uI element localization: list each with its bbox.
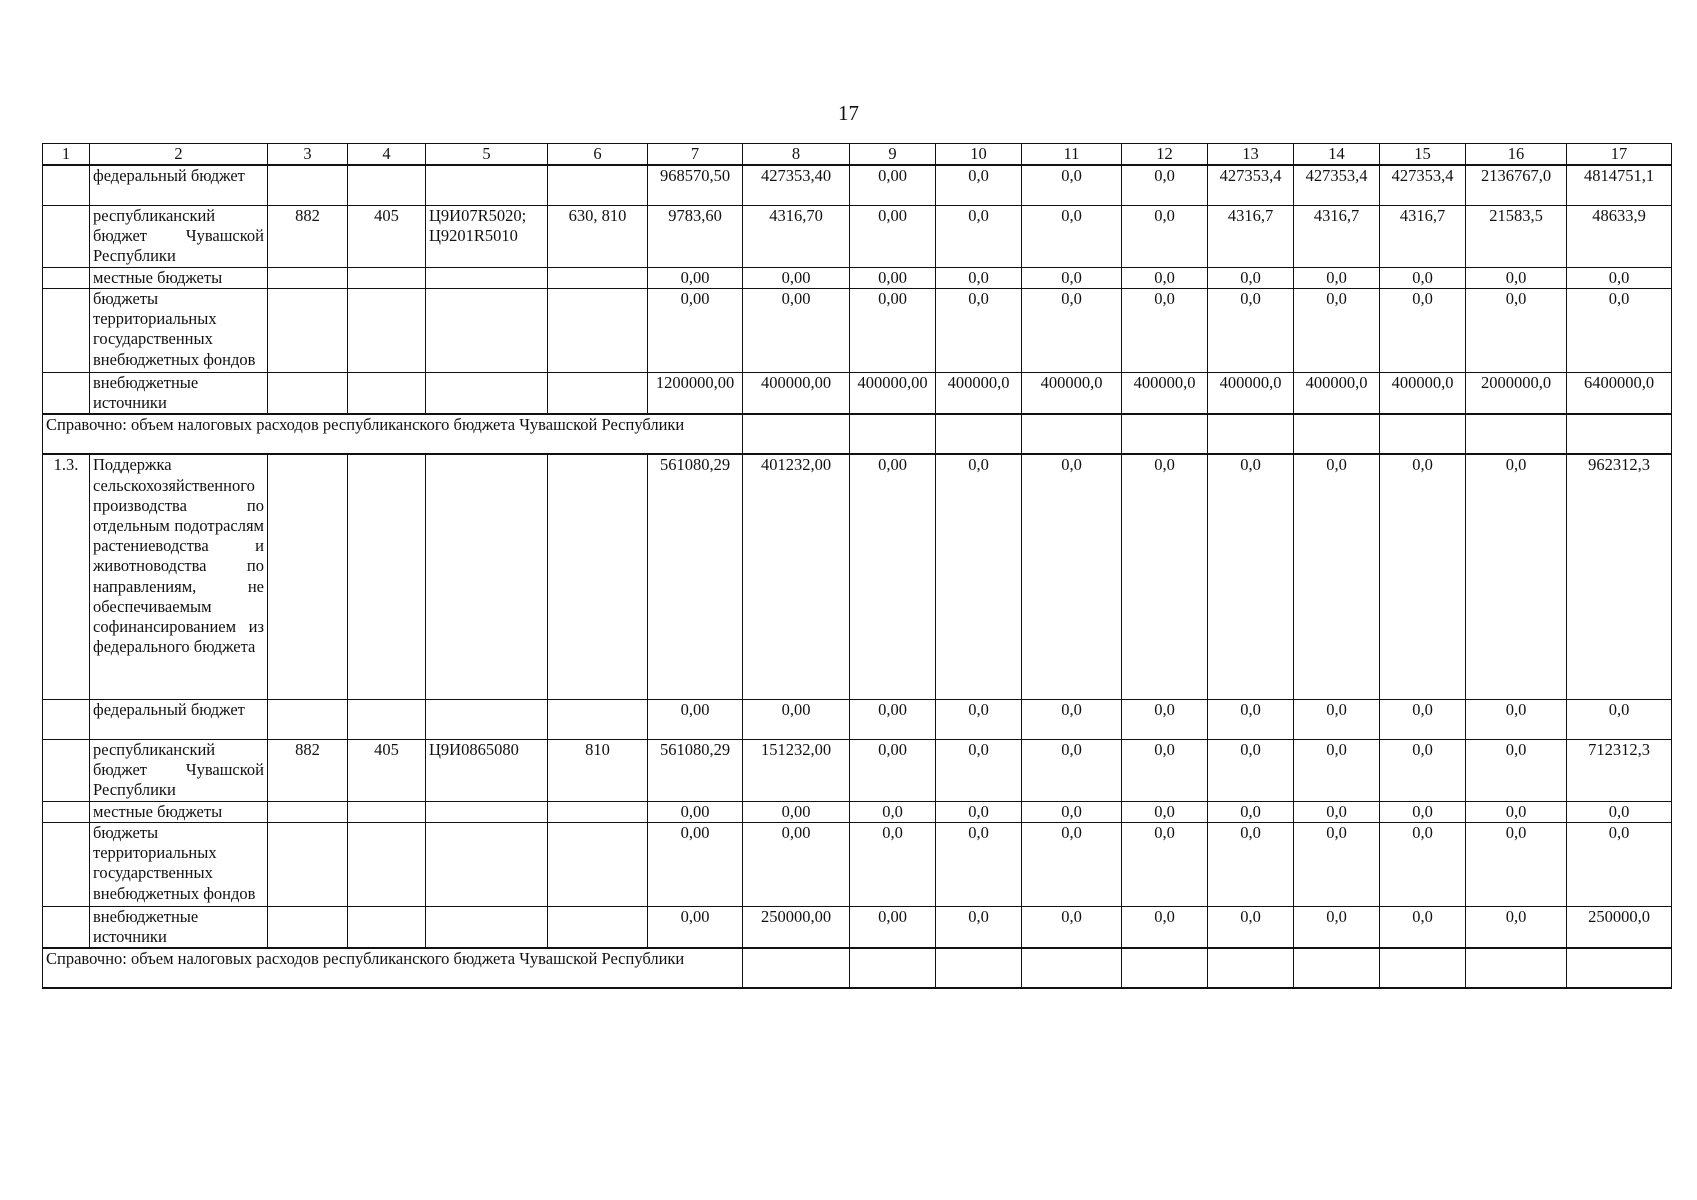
row-number-cell (43, 267, 90, 288)
value-cell: 0,0 (850, 823, 936, 907)
note-row (43, 414, 1672, 454)
empty-cell (1380, 948, 1466, 988)
table-row (43, 907, 1672, 949)
value-cell: 0,0 (1022, 823, 1122, 907)
code-cell (348, 907, 426, 949)
value-cell: 0,0 (1380, 288, 1466, 372)
value-cell: 0,0 (1122, 823, 1208, 907)
row-number-cell (43, 288, 90, 372)
value-cell: 400000,0 (1122, 372, 1208, 414)
value-cell: 0,0 (1380, 699, 1466, 739)
value-cell: 0,0 (1022, 739, 1122, 801)
table-row (43, 165, 1672, 205)
table-row (43, 454, 1672, 699)
code-cell (426, 288, 548, 372)
code-cell (426, 801, 548, 822)
value-cell: 0,0 (936, 205, 1022, 267)
code-cell (426, 907, 548, 949)
value-cell: 0,00 (648, 288, 743, 372)
header-cell: 7 (648, 144, 743, 166)
value-cell: 0,0 (1122, 907, 1208, 949)
code-cell (426, 454, 548, 699)
value-cell: 0,00 (743, 801, 850, 822)
value-cell: 0,0 (1380, 823, 1466, 907)
note-text: Справочно: объем налоговых расходов республиканского бюджета Чувашской Республики (43, 414, 743, 454)
value-cell: 0,0 (1466, 454, 1567, 699)
value-cell: 2000000,0 (1466, 372, 1567, 414)
value-cell: 0,0 (1022, 205, 1122, 267)
value-cell: 0,00 (743, 699, 850, 739)
value-cell: 0,00 (743, 823, 850, 907)
value-cell: 561080,29 (648, 454, 743, 699)
code-cell (548, 801, 648, 822)
header-cell: 15 (1380, 144, 1466, 166)
value-cell: 0,0 (1022, 907, 1122, 949)
table-row (43, 699, 1672, 739)
value-cell: 0,0 (1466, 739, 1567, 801)
value-cell: 21583,5 (1466, 205, 1567, 267)
value-cell: 0,0 (1466, 699, 1567, 739)
table-row (43, 267, 1672, 288)
empty-cell (1567, 414, 1672, 454)
value-cell: 1200000,00 (648, 372, 743, 414)
header-cell: 9 (850, 144, 936, 166)
code-cell (348, 372, 426, 414)
row-label-cell: федеральный бюджет (90, 165, 268, 205)
empty-cell (1122, 948, 1208, 988)
value-cell: 4814751,1 (1567, 165, 1672, 205)
code-cell (426, 267, 548, 288)
value-cell: 0,0 (1122, 699, 1208, 739)
value-cell: 427353,4 (1208, 165, 1294, 205)
table-row (43, 823, 1672, 907)
empty-cell (850, 948, 936, 988)
code-cell (548, 372, 648, 414)
value-cell: 0,00 (648, 267, 743, 288)
header-cell: 17 (1567, 144, 1672, 166)
value-cell: 0,0 (1294, 699, 1380, 739)
value-cell: 0,0 (936, 801, 1022, 822)
value-cell: 400000,0 (1022, 372, 1122, 414)
code-cell (548, 907, 648, 949)
value-cell: 0,0 (1466, 288, 1567, 372)
table-row (43, 372, 1672, 414)
value-cell: 0,0 (1294, 267, 1380, 288)
header-cell: 14 (1294, 144, 1380, 166)
empty-cell (1022, 948, 1122, 988)
header-row (43, 144, 1672, 166)
code-cell (268, 699, 348, 739)
value-cell: 0,0 (1294, 801, 1380, 822)
code-cell (426, 823, 548, 907)
code-cell (548, 288, 648, 372)
value-cell: 0,00 (850, 267, 936, 288)
value-cell: 0,0 (1567, 267, 1672, 288)
value-cell: 0,0 (1567, 699, 1672, 739)
header-cell: 10 (936, 144, 1022, 166)
row-number-cell (43, 739, 90, 801)
value-cell: 0,0 (1208, 699, 1294, 739)
value-cell: 0,0 (1380, 739, 1466, 801)
code-cell: Ц9И07R5020; Ц9201R5010 (426, 205, 548, 267)
code-cell (426, 372, 548, 414)
value-cell: 250000,0 (1567, 907, 1672, 949)
value-cell: 0,0 (1380, 801, 1466, 822)
value-cell: 0,0 (1122, 801, 1208, 822)
row-number-cell (43, 801, 90, 822)
value-cell: 0,00 (850, 454, 936, 699)
row-label-cell: местные бюджеты (90, 801, 268, 822)
value-cell: 0,0 (1022, 165, 1122, 205)
value-cell: 712312,3 (1567, 739, 1672, 801)
empty-cell (743, 414, 850, 454)
value-cell: 0,0 (936, 739, 1022, 801)
value-cell: 0,0 (1122, 267, 1208, 288)
empty-cell (1567, 948, 1672, 988)
value-cell: 0,0 (1466, 907, 1567, 949)
table-row (43, 205, 1672, 267)
code-cell: 405 (348, 739, 426, 801)
code-cell (548, 454, 648, 699)
value-cell: 0,00 (743, 267, 850, 288)
row-label-cell: внебюджетные источники (90, 907, 268, 949)
header-cell: 12 (1122, 144, 1208, 166)
empty-cell (1208, 414, 1294, 454)
table-row (43, 288, 1672, 372)
value-cell: 0,0 (1567, 288, 1672, 372)
value-cell: 0,0 (936, 165, 1022, 205)
empty-cell (1466, 948, 1567, 988)
value-cell: 400000,0 (936, 372, 1022, 414)
value-cell: 0,0 (850, 801, 936, 822)
header-cell: 8 (743, 144, 850, 166)
code-cell (426, 165, 548, 205)
table-row (43, 801, 1672, 822)
empty-cell (936, 414, 1022, 454)
value-cell: 427353,40 (743, 165, 850, 205)
code-cell (268, 288, 348, 372)
header-cell: 4 (348, 144, 426, 166)
code-cell (348, 454, 426, 699)
row-number-cell (43, 699, 90, 739)
value-cell: 0,0 (1567, 801, 1672, 822)
empty-cell (1294, 414, 1380, 454)
value-cell: 0,00 (743, 288, 850, 372)
empty-cell (850, 414, 936, 454)
header-cell: 13 (1208, 144, 1294, 166)
value-cell: 0,0 (1294, 454, 1380, 699)
value-cell: 0,0 (936, 823, 1022, 907)
value-cell: 0,00 (648, 907, 743, 949)
value-cell: 0,0 (1122, 165, 1208, 205)
value-cell: 0,0 (1294, 288, 1380, 372)
code-cell (548, 823, 648, 907)
code-cell (548, 699, 648, 739)
value-cell: 0,0 (1022, 699, 1122, 739)
row-number-cell (43, 907, 90, 949)
header-cell: 6 (548, 144, 648, 166)
value-cell: 0,0 (1466, 801, 1567, 822)
value-cell: 400000,0 (1380, 372, 1466, 414)
code-cell (348, 823, 426, 907)
value-cell: 48633,9 (1567, 205, 1672, 267)
code-cell (348, 288, 426, 372)
value-cell: 0,0 (936, 454, 1022, 699)
value-cell: 400000,00 (850, 372, 936, 414)
value-cell: 0,0 (1208, 907, 1294, 949)
value-cell: 0,0 (1380, 454, 1466, 699)
value-cell: 0,0 (1122, 288, 1208, 372)
empty-cell (1208, 948, 1294, 988)
value-cell: 0,0 (1022, 267, 1122, 288)
empty-cell (936, 948, 1022, 988)
value-cell: 0,0 (936, 267, 1022, 288)
page-number: 17 (838, 101, 859, 125)
value-cell: 4316,7 (1380, 205, 1466, 267)
value-cell: 6400000,0 (1567, 372, 1672, 414)
value-cell: 0,00 (850, 907, 936, 949)
value-cell: 0,0 (1294, 823, 1380, 907)
value-cell: 250000,00 (743, 907, 850, 949)
value-cell: 400000,0 (1294, 372, 1380, 414)
value-cell: 0,00 (850, 288, 936, 372)
value-cell: 0,0 (1208, 288, 1294, 372)
code-cell (268, 454, 348, 699)
value-cell: 962312,3 (1567, 454, 1672, 699)
code-cell (268, 372, 348, 414)
empty-cell (743, 948, 850, 988)
code-cell (268, 801, 348, 822)
header-cell: 16 (1466, 144, 1567, 166)
empty-cell (1466, 414, 1567, 454)
value-cell: 0,0 (936, 907, 1022, 949)
header-cell: 1 (43, 144, 90, 166)
row-number-cell (43, 165, 90, 205)
code-cell: 630, 810 (548, 205, 648, 267)
code-cell (348, 699, 426, 739)
code-cell: 882 (268, 205, 348, 267)
value-cell: 151232,00 (743, 739, 850, 801)
value-cell: 0,0 (1567, 823, 1672, 907)
value-cell: 0,0 (1208, 739, 1294, 801)
row-number-cell (43, 823, 90, 907)
code-cell (348, 267, 426, 288)
value-cell: 0,0 (1208, 454, 1294, 699)
code-cell: 882 (268, 739, 348, 801)
row-number-cell: 1.3. (43, 454, 90, 699)
value-cell: 427353,4 (1294, 165, 1380, 205)
code-cell (548, 165, 648, 205)
code-cell: 405 (348, 205, 426, 267)
value-cell: 2136767,0 (1466, 165, 1567, 205)
row-label-cell: Поддержка сельскохозяйственного производства по отдельным подотраслям растениеводства и животноводства по направлениям, не обеспечиваемым софинансированием из федерального бюджета (90, 454, 268, 699)
code-cell (348, 165, 426, 205)
header-cell: 5 (426, 144, 548, 166)
empty-cell (1122, 414, 1208, 454)
value-cell: 0,0 (1208, 801, 1294, 822)
code-cell: 810 (548, 739, 648, 801)
row-label-cell: местные бюджеты (90, 267, 268, 288)
value-cell: 0,00 (648, 801, 743, 822)
value-cell: 401232,00 (743, 454, 850, 699)
value-cell: 0,0 (936, 699, 1022, 739)
row-number-cell (43, 372, 90, 414)
value-cell: 561080,29 (648, 739, 743, 801)
header-cell: 3 (268, 144, 348, 166)
value-cell: 0,0 (1022, 288, 1122, 372)
row-number-cell (43, 205, 90, 267)
value-cell: 0,00 (850, 739, 936, 801)
row-label-cell: бюджеты территориальных государственных внебюджетных фондов (90, 288, 268, 372)
value-cell: 0,00 (648, 823, 743, 907)
value-cell: 0,0 (1380, 907, 1466, 949)
value-cell: 0,0 (1294, 739, 1380, 801)
value-cell: 4316,70 (743, 205, 850, 267)
value-cell: 0,00 (850, 699, 936, 739)
value-cell: 400000,0 (1208, 372, 1294, 414)
budget-table (42, 143, 1672, 989)
row-label-cell: внебюджетные источники (90, 372, 268, 414)
value-cell: 0,0 (1122, 739, 1208, 801)
header-cell: 11 (1022, 144, 1122, 166)
empty-cell (1294, 948, 1380, 988)
value-cell: 0,0 (936, 288, 1022, 372)
value-cell: 0,00 (850, 205, 936, 267)
empty-cell (1022, 414, 1122, 454)
value-cell: 0,0 (1022, 454, 1122, 699)
note-text: Справочно: объем налоговых расходов республиканского бюджета Чувашской Республики (43, 948, 743, 988)
row-label-cell: бюджеты территориальных государственных внебюджетных фондов (90, 823, 268, 907)
code-cell (548, 267, 648, 288)
value-cell: 4316,7 (1208, 205, 1294, 267)
table-row (43, 739, 1672, 801)
value-cell: 0,0 (1022, 801, 1122, 822)
header-cell: 2 (90, 144, 268, 166)
value-cell: 0,0 (1466, 267, 1567, 288)
value-cell: 0,0 (1294, 907, 1380, 949)
value-cell: 0,00 (850, 165, 936, 205)
value-cell: 0,0 (1380, 267, 1466, 288)
value-cell: 0,00 (648, 699, 743, 739)
code-cell (348, 801, 426, 822)
value-cell: 427353,4 (1380, 165, 1466, 205)
value-cell: 0,0 (1122, 205, 1208, 267)
value-cell: 0,0 (1466, 823, 1567, 907)
value-cell: 968570,50 (648, 165, 743, 205)
code-cell (268, 823, 348, 907)
value-cell: 0,0 (1208, 267, 1294, 288)
value-cell: 9783,60 (648, 205, 743, 267)
value-cell: 0,0 (1208, 823, 1294, 907)
note-row (43, 948, 1672, 988)
value-cell: 0,0 (1122, 454, 1208, 699)
value-cell: 400000,00 (743, 372, 850, 414)
row-label-cell: республиканский бюджет Чувашской Республики (90, 739, 268, 801)
code-cell: Ц9И0865080 (426, 739, 548, 801)
code-cell (268, 267, 348, 288)
code-cell (268, 165, 348, 205)
value-cell: 4316,7 (1294, 205, 1380, 267)
row-label-cell: федеральный бюджет (90, 699, 268, 739)
empty-cell (1380, 414, 1466, 454)
code-cell (268, 907, 348, 949)
row-label-cell: республиканский бюджет Чувашской Республики (90, 205, 268, 267)
code-cell (426, 699, 548, 739)
